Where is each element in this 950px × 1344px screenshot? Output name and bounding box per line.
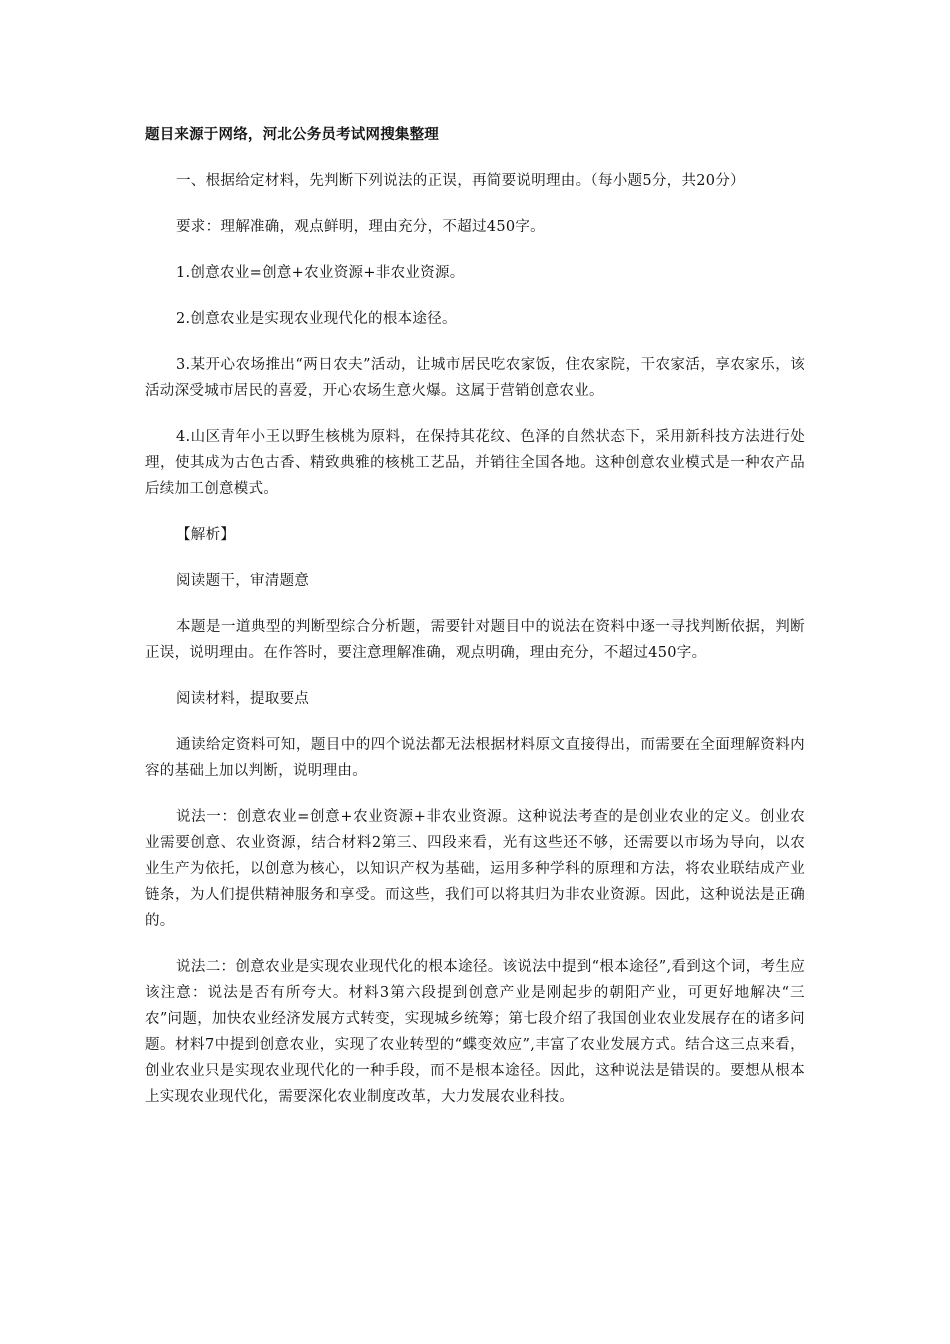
- analysis-subheading-read-material: 阅读材料，提取要点: [176, 691, 310, 707]
- analysis-statement-1: 说法一：创意农业=创意+农业资源+非农业资源。这种说法考查的是创业农业的定义。创业农业需要创意、农业资源，结合材料2第三、四段来看，光有这些还不够，还需要以市场为导向，以农业生产为依托，以创意为核心，以知识产权为基础，运用多种学科的原理和方法，将农业联结成产业链条，为人们提供精神服务和享受。而这些，我们可以将其归为非农业资源。因此，这种说法是正确的。: [145, 809, 805, 929]
- statement-3: 3.某开心农场推出“两日农夫”活动，让城市居民吃农家饭，住农家院，干农家活，享农家乐，该活动深受城市居民的喜爱，开心农场生意火爆。这属于营销创意农业。: [145, 357, 805, 399]
- analysis-question-type: 本题是一道典型的判断型综合分析题，需要针对题目中的说法在资料中逐一寻找判断依据，判断正误，说明理由。在作答时，要注意理解准确，观点明确，理由充分，不超过450字。: [145, 619, 805, 661]
- question-intro: 一、根据给定材料，先判断下列说法的正误，再简要说明理由。（每小题5分，共20分）: [176, 173, 745, 189]
- document-title: 题目来源于网络，河北公务员考试网搜集整理: [145, 127, 439, 143]
- analysis-statement-2: 说法二：创意农业是实现农业现代化的根本途径。该说法中提到“根本途径”,看到这个词，考生应该注意：说法是否有所夸大。材料3第六段提到创意产业是刚起步的朝阳产业，可更好地解决“三农”问题，加快农业经济发展方式转变，实现城乡统筹；第七段介绍了我国创业农业发展存在的诸多问题。材料7中提到创意农业，实现了农业转型的“蝶变效应”,丰富了农业发展方式。结合这三点来看，创业农业只是实现农业现代化的一种手段，而不是根本途径。因此，这种说法是错误的。要想从根本上实现农业现代化，需要深化农业制度改革，大力发展农业科技。: [145, 959, 805, 1105]
- analysis-subheading-read-question: 阅读题干，审清题意: [176, 573, 310, 589]
- statement-1: 1.创意农业=创意+农业资源+非农业资源。: [176, 265, 465, 281]
- analysis-material-overview: 通读给定资料可知，题目中的四个说法都无法根据材料原文直接得出，而需要在全面理解资料内容的基础上加以判断，说明理由。: [145, 737, 805, 779]
- statement-4: 4.山区青年小王以野生核桃为原料，在保持其花纹、色泽的自然状态下，采用新科技方法进行处理，使其成为古色古香、精致典雅的核桃工艺品，并销往全国各地。这种创意农业模式是一种农产品后续加工创意模式。: [145, 429, 805, 497]
- analysis-heading: 【解析】: [176, 527, 236, 543]
- statement-2: 2.创意农业是实现农业现代化的根本途径。: [176, 311, 457, 327]
- document-page: [145, 122, 805, 1130]
- question-requirement: 要求：理解准确，观点鲜明，理由充分，不超过450字。: [176, 219, 545, 235]
